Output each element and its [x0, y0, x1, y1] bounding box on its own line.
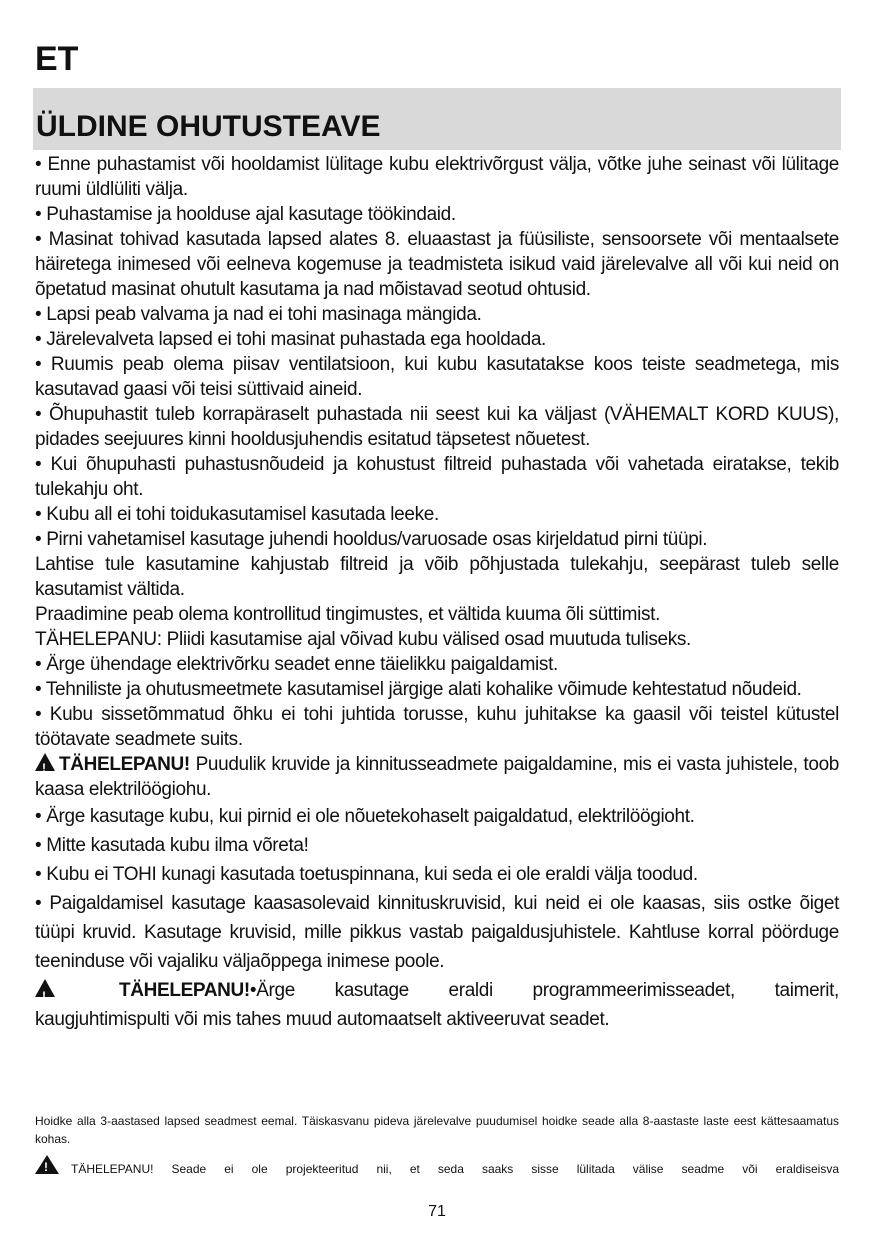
warning-triangle-icon [35, 753, 55, 771]
paragraph: • Pirni vahetamisel kasutage juhendi hooldus/varuosade osas kirjeldatud pirni tüüpi. [35, 529, 708, 550]
paragraph: • Järelevalveta lapsed ei tohi masinat puhastada ega hooldada. [35, 329, 546, 350]
warning-paragraph [35, 752, 839, 802]
paragraph: Praadimine peab olema kontrollitud tingimustes, et vältida kuuma õli süttimist. [35, 604, 660, 625]
paragraph: • Masinat tohivad kasutada lapsed alates 8. eluaastast ja füüsiliste, sensoorsete või mentaalsete häiretega inimesed või eelneva kogemuse ja teadmisteta isikud vaid järelevalve all või kui neid on õpetatud masinat ohutult kasutama ja nad mõistavad seotud ohtusid. [35, 229, 839, 300]
warning-triangle-icon [35, 1155, 59, 1174]
paragraph: • Tehniliste ja ohutusmeetmete kasutamisel järgige alati kohalike võimude kehtestatud nõudeid. [35, 679, 802, 700]
paragraph: • Puhastamise ja hoolduse ajal kasutage töökindaid. [35, 204, 456, 225]
small-warning-text: TÄHELEPANU! Seade ei ole projekteeritud nii, et seda saaks sisse lülitada välise seadme või eraldiseisva [71, 1162, 839, 1176]
paragraph: • Enne puhastamist või hooldamist lülitage kubu elektrivõrgust välja, võtke juhe seinast või lülitage ruumi üldlüliti välja. [35, 154, 839, 200]
language-code: ET [35, 40, 79, 78]
safety-body-text [35, 152, 839, 1034]
warning-text: Puudulik kruvide ja kinnitusseadmete paigaldamine, mis ei vasta juhistele, toob kaasa elektrilöögiohu. [35, 754, 839, 800]
warning-paragraph [35, 976, 839, 1034]
warning-label: TÄHELEPANU! [119, 980, 250, 1001]
paragraph: • Mitte kasutada kubu ilma võreta! [35, 835, 309, 856]
paragraph: Lahtise tule kasutamine kahjustab filtreid ja võib põhjustada tulekahju, seepärast tuleb selle kasutamist vältida. [35, 554, 839, 600]
paragraph: TÄHELEPANU: Pliidi kasutamise ajal võivad kubu välised osad muutuda tuliseks. [35, 629, 691, 650]
paragraph: • Õhupuhastit tuleb korrapäraselt puhastada nii seest kui ka väljast (VÄHEMALT KORD KUUS), pidades seejuures kinni hooldusjuhendis esitatud täpsetest nõuetest. [35, 404, 839, 450]
section-title: ÜLDINE OHUTUSTEAVE [36, 110, 381, 143]
paragraph: • Ruumis peab olema piisav ventilatsioon, kui kubu kasutatakse koos teiste seadmetega, mis kasutavad gaasi või teisi süttivaid aineid. [35, 354, 839, 400]
warning-label: TÄHELEPANU! [59, 754, 190, 775]
warning-triangle-icon [35, 979, 55, 997]
paragraph: • Ärge kasutage kubu, kui pirnid ei ole nõuetekohaselt paigaldatud, elektrilöögioht. [35, 806, 695, 827]
paragraph: • Lapsi peab valvama ja nad ei tohi masinaga mängida. [35, 304, 482, 325]
paragraph: • Kubu ei TOHI kunagi kasutada toetuspinnana, kui seda ei ole eraldi välja toodud. [35, 864, 698, 885]
child-safety-note: Hoidke alla 3-aastased lapsed seadmest eemal. Täiskasvanu pideva järelevalve puudumisel hoidke seade alla 8-aastaste laste eest kättesaamatus kohas. [35, 1114, 839, 1146]
page-number: 71 [428, 1203, 446, 1220]
paragraph: • Kui õhupuhasti puhastusnõudeid ja kohustust filtreid puhastada või vahetada eiratakse, tekib tulekahju oht. [35, 454, 839, 500]
paragraph: • Kubu all ei tohi toidukasutamisel kasutada leeke. [35, 504, 439, 525]
paragraph: • Ärge ühendage elektrivõrku seadet enne täielikku paigaldamist. [35, 654, 558, 675]
warning-text: •Ärge kasutage eraldi programmeerimisseadet, taimerit, kaugjuhtimispulti või mis tahes muud automaatselt aktiveeruvat seadet. [35, 980, 839, 1030]
paragraph: • Kubu sissetõmmatud õhku ei tohi juhtida torusse, kuhu juhitakse ka gaasil või teistel kütustel töötavate seadmete suits. [35, 704, 839, 750]
small-warning [35, 1155, 839, 1178]
paragraph: • Paigaldamisel kasutage kaasasolevaid kinnituskruvisid, kui neid ei ole kaasas, siis ostke õiget tüüpi kruvid. Kasutage kruvisid, mille pikkus vastab paigaldusjuhistele. Kahtluse korral pöörduge teeninduse või vajaliku väljaõppega inimese poole. [35, 893, 839, 972]
